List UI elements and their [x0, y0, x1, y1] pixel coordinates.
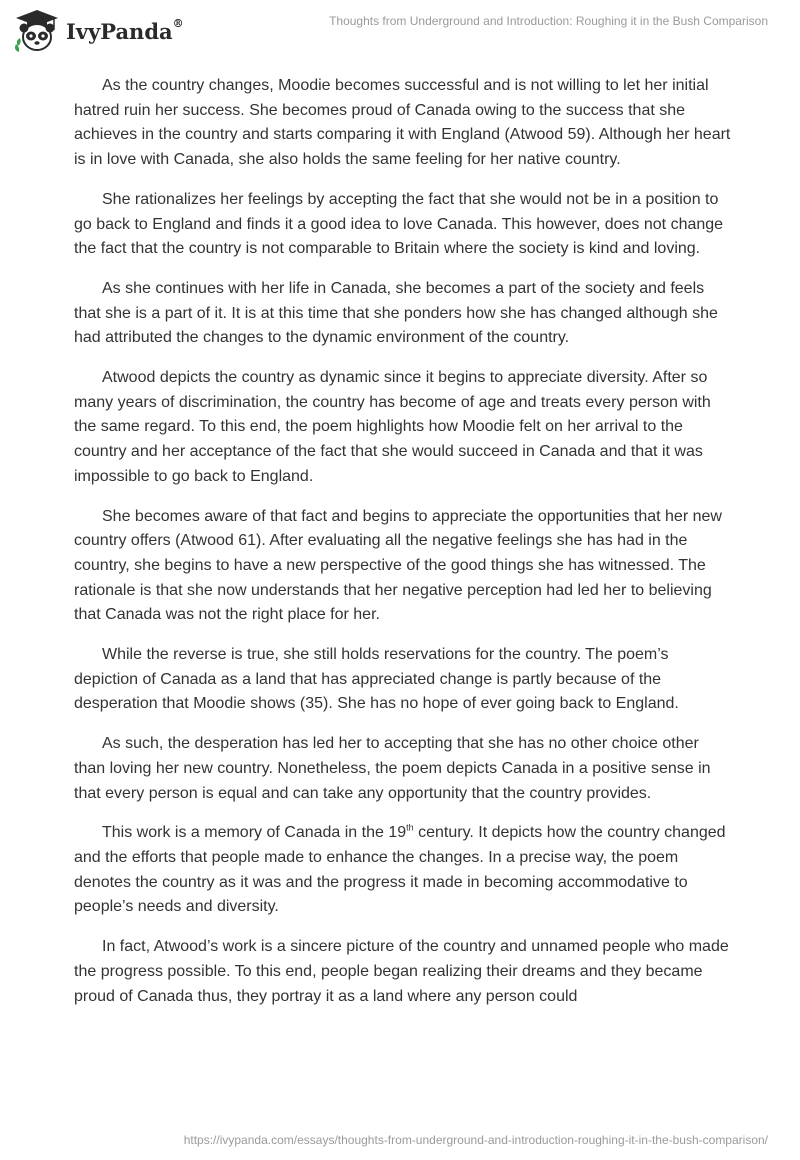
paragraph: She rationalizes her feelings by accepting the fact that she would not be in a position to go back to England and finds it a good idea to love Canada. This however, does not change the fact that the country is not comparable to Britain where the society is kind and loving.: [74, 190, 724, 258]
paragraph-19th-century: [74, 821, 734, 920]
essay-body: [74, 74, 734, 1024]
paragraph-text-start: This work is a memory of Canada in the 19: [102, 824, 407, 842]
ordinal-suffix: th: [406, 822, 414, 833]
paragraph: As such, the desperation has led her to accepting that she has no other choice other than loving her new country. Nonetheless, the poem depicts Canada in a positive sense in that every person is equal and can take any opportunity that the country provides.: [74, 735, 711, 802]
panda-graduate-icon: [12, 8, 62, 54]
ivypanda-logo[interactable]: [12, 8, 184, 54]
source-url[interactable]: https://ivypanda.com/essays/thoughts-from-underground-and-introduction-roughing-it-in-the-bush-comparison/: [183, 1133, 768, 1147]
paragraph: She becomes aware of that fact and begins to appreciate the opportunities that her new country offers (Atwood 61). After evaluating all the negative feelings she has had in the country, she begins to have a new perspective of the good things she has witnessed. The rationale is that she now understands that her negative perception had led her to believing that Canada was not the right place for her.: [74, 507, 722, 624]
paragraph: As the country changes, Moodie becomes successful and is not willing to let her initial hatred ruin her success. She becomes proud of Canada owing to the success that she achieves in the country and starts comparing it with England (Atwood 59). Although her heart is in love with Canada, she also holds the same feeling for her native country.: [74, 77, 731, 169]
paragraph-text-end: century. It depicts how the country changed and the efforts that people made to enhance the changes. In a precise way, the poem denotes the country as it was and the progress it made in becoming accommodative to people’s needs and diversity.: [74, 824, 726, 916]
document-title: Thoughts from Underground and Introduction: Roughing it in the Bush Comparison: [329, 14, 768, 28]
paragraph: Atwood depicts the country as dynamic since it begins to appreciate diversity. After so many years of discrimination, the country has become of age and treats every person with the same regard. To this end, the poem highlights how Moodie felt on her arrival to the country and her acceptance of the fact that she would succeed in Canada and that it was impossible to go back to England.: [74, 369, 711, 485]
page-header: [0, 0, 800, 70]
brand-name: IvyPanda®: [66, 16, 184, 44]
paragraph: While the reverse is true, she still holds reservations for the country. The poem’s depiction of Canada as a land that has appreciated change is partly because of the desperation that Moodie shows (35). She has no hope of ever going back to England.: [74, 646, 679, 713]
paragraph: In fact, Atwood’s work is a sincere picture of the country and unnamed people who made the progress possible. To this end, people began realizing their dreams and they became proud of Canada thus, they portray it as a land where any person could: [74, 938, 729, 1005]
paragraph: As she continues with her life in Canada, she becomes a part of the society and feels that she is a part of it. It is at this time that she ponders how she has changed although she had attributed the changes to the dynamic environment of the country.: [74, 279, 718, 347]
